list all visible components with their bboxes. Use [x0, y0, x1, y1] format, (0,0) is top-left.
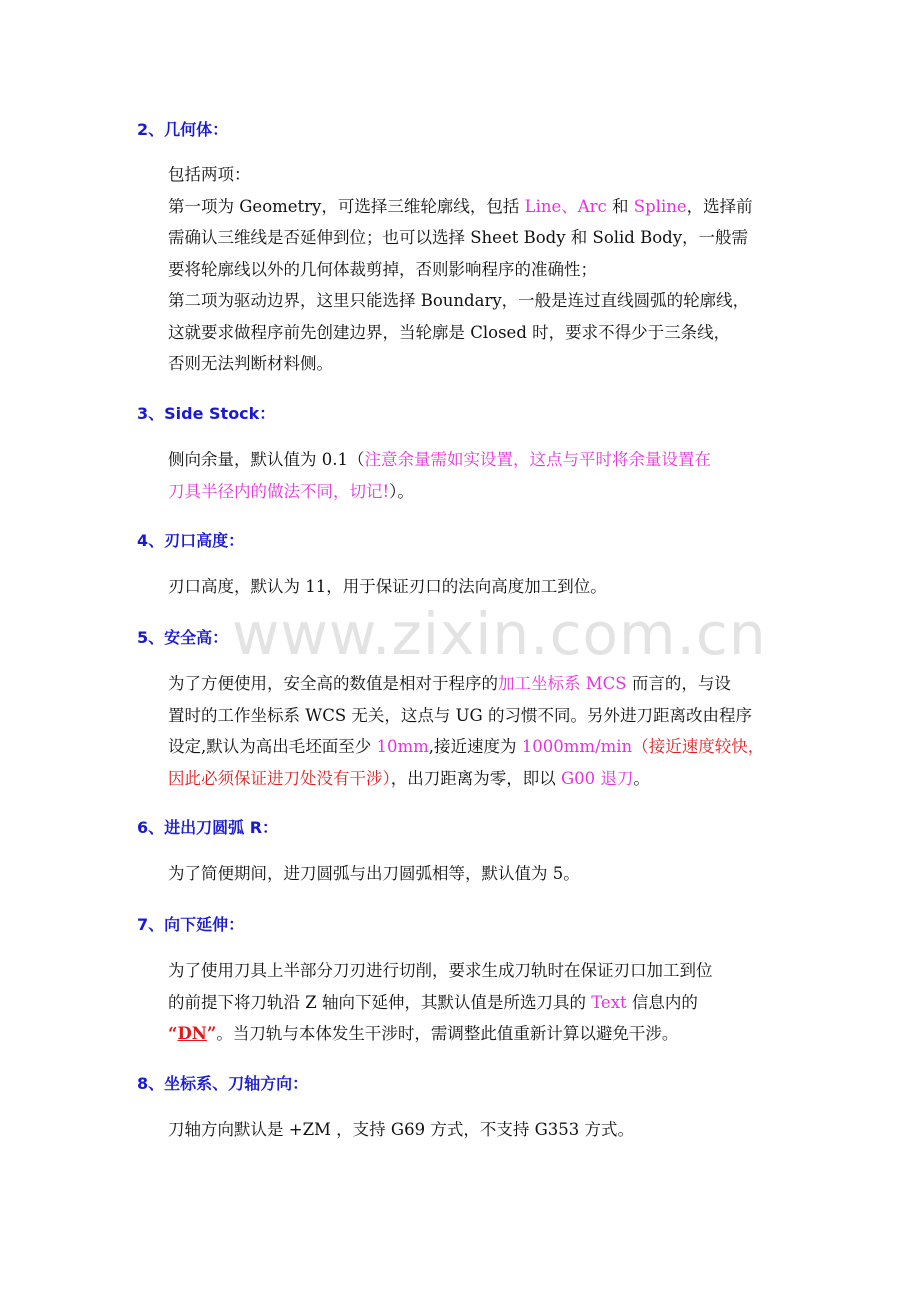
- dn-quote: [168, 1024, 216, 1043]
- paragraph-geometry: [168, 159, 788, 380]
- text-line: 第二项为驱动边界，这里只能选择 Boundary，一般是连过直线圆弧的轮廓线，: [168, 291, 750, 310]
- text-run: 而言的，与设: [626, 674, 731, 693]
- text-run: 和: [606, 196, 634, 216]
- text-line: [168, 763, 788, 795]
- highlight-text: 10mm: [376, 737, 429, 756]
- text-line: [168, 668, 788, 700]
- text-line: 置时的工作坐标系 WCS 无关，这点与 UG 的习惯不同。另外进刀距离改由程序: [168, 705, 752, 725]
- text-line: [168, 1018, 788, 1050]
- text-line: 包括两项：: [168, 165, 251, 184]
- text-line: 为了简便期间，进刀圆弧与出刀圆弧相等，默认值为 5。: [168, 864, 580, 883]
- text-line: 否则无法判断材料侧。: [168, 354, 333, 373]
- text-run: ,接近速度为: [428, 737, 522, 756]
- text-line: [168, 476, 788, 508]
- heading-side-stock: 3、Side Stock：: [137, 404, 276, 423]
- paragraph-side-stock: [168, 444, 788, 507]
- text-run: ，出刀距离为零，即以: [390, 768, 561, 788]
- highlight-text: 注意余量需如实设置，这点与平时将余量设置在: [364, 450, 711, 469]
- heading-edge-height: 4、刃口高度：: [137, 531, 245, 550]
- quote-close: ”: [206, 1024, 217, 1043]
- highlight-text: Text: [591, 992, 627, 1012]
- heading-geometry: 2、几何体：: [137, 120, 229, 139]
- text-run: ）。: [389, 481, 414, 501]
- text-line: 刃口高度，默认为 11，用于保证刃口的法向高度加工到位。: [168, 577, 607, 596]
- text-run: ，选择前: [686, 196, 753, 216]
- text-line: 需确认三维线是否延伸到位；也可以选择 Sheet Body 和 Solid Body，一般需: [168, 228, 749, 247]
- text-run: 的前提下将刀轨沿 Z 轴向下延伸，其默认值是所选刀具的: [168, 992, 592, 1012]
- dn-label: DN: [177, 1024, 207, 1043]
- quote-open: “: [168, 1024, 178, 1043]
- highlight-text: Spline: [633, 196, 687, 216]
- text-run: 侧向余量，默认值为 0.1（: [168, 450, 365, 469]
- paragraph-arc: [168, 858, 788, 890]
- text-line: 为了使用刀具上半部分刀刃进行切削，要求生成刀轨时在保证刃口加工到位: [168, 961, 713, 980]
- text-run: 设定,默认为高出毛坯面至少: [168, 737, 377, 756]
- warning-text: 因此必须保证进刀处没有干涉）: [168, 768, 391, 788]
- highlight-text: Line、Arc: [524, 196, 607, 216]
- highlight-text: G00 退刀: [561, 768, 634, 788]
- heading-axis: 8、坐标系、刀轴方向：: [137, 1074, 309, 1093]
- text-line: 刀轴方向默认是 +ZM ，支持 G69 方式，不支持 G353 方式。: [168, 1120, 635, 1139]
- text-run: 信息内的: [626, 992, 698, 1012]
- text-line: 这就要求做程序前先创建边界，当轮廓是 Closed 时，要求不得少于三条线，: [168, 322, 731, 342]
- highlight-text: 刀具半径内的做法不同，切记!: [168, 481, 390, 501]
- highlight-text: 加工坐标系 MCS: [498, 674, 627, 693]
- text-run: 为了方便使用，安全高的数值是相对于程序的: [168, 674, 498, 693]
- text-run: 。: [633, 768, 650, 788]
- paragraph-axis: [168, 1114, 788, 1146]
- paragraph-edge-height: [168, 571, 788, 603]
- heading-extend: 7、向下延伸：: [137, 915, 245, 934]
- paragraph-extend: [168, 955, 788, 1050]
- text-line: [168, 444, 788, 476]
- watermark: www.zixin.com.cn: [232, 600, 767, 668]
- highlight-text: 1000mm/min: [521, 737, 633, 756]
- text-run: 。当刀轨与本体发生干涉时，需调整此值重新计算以避免干涉。: [216, 1024, 679, 1043]
- text-run: 第一项为 Geometry，可选择三维轮廓线，包括: [168, 196, 525, 216]
- text-line: [168, 191, 788, 223]
- heading-arc: 6、进出刀圆弧 R：: [137, 818, 279, 837]
- paragraph-safe-height: [168, 668, 788, 794]
- text-line: [168, 731, 788, 763]
- heading-safe-height: 5、安全高：: [137, 628, 229, 647]
- warning-text: （接近速度较快，: [632, 737, 765, 756]
- text-line: 要将轮廓线以外的几何体裁剪掉，否则影响程序的准确性；: [168, 259, 597, 279]
- text-line: [168, 987, 788, 1019]
